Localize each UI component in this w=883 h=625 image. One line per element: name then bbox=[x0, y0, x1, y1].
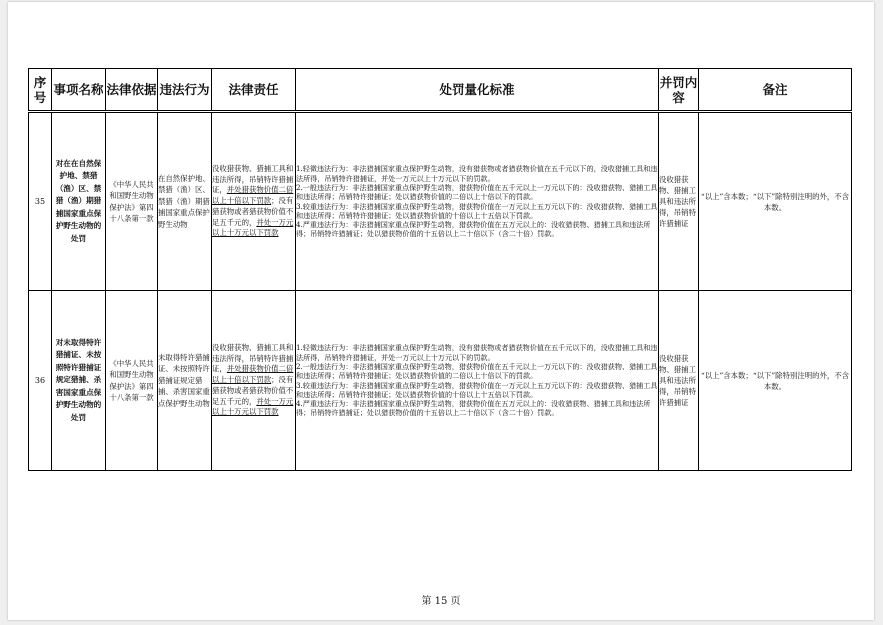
liability-text: ；没有猎获物或者猎获物价值不足五千元的， bbox=[212, 375, 294, 406]
header-violation: 违法行为 bbox=[158, 69, 212, 112]
standard-item: 4.严重违法行为：非法猎捕国家重点保护野生动物，猎获物价值在五万元以上的：没收猎获物、猎捕工具和违法所得；吊销特许猎捕证；处以猎获物价值的十五倍以上二十倍以下（含二十倍）罚款。 bbox=[296, 220, 651, 239]
liability-underlined-fine: 并处一万元以上十万元以下罚款 bbox=[212, 396, 294, 417]
row-liability bbox=[212, 112, 296, 291]
standard-item: 4.严重违法行为：非法猎捕国家重点保护野生动物，猎获物价值在五万元以上的：没收猎获物、猎捕工具和违法所得；吊销特许猎捕证；处以猎获物价值的十五倍以上二十倍以下（含二十倍）罚款。 bbox=[296, 399, 651, 418]
document-page bbox=[8, 2, 874, 620]
row-remark: “以上”含本数；“以下”除特别注明的外，不含本数。 bbox=[699, 112, 852, 291]
standard-item: 3.较重违法行为：非法猎捕国家重点保护野生动物，猎获物价值在一万元以上五万元以下的：没收猎获物、猎捕工具和违法所得；吊销特许猎捕证；处以猎获物价值的十倍以上十五倍以下罚款。 bbox=[296, 380, 658, 399]
row-violation: 未取得特许猎捕证、未按照特许猎捕证规定猎捕、杀害国家重点保护野生动物 bbox=[158, 291, 212, 471]
header-liability: 法律责任 bbox=[212, 69, 296, 112]
row-item-name: 对未取得特许猎捕证、未按照特许猎捕证规定猎捕、杀害国家重点保护野生动物的处罚 bbox=[52, 291, 106, 471]
liability-text: ；没有猎获物或者猎获物价值不足五千元的， bbox=[212, 196, 294, 227]
standard-item: 2.一般违法行为：非法猎捕国家重点保护野生动物，猎获物价值在五千元以上一万元以下的：没收猎获物、猎捕工具和违法所得；吊销特许猎捕证；处以猎获物价值的二倍以上十倍以下的罚款。 bbox=[296, 361, 658, 381]
row-violation: 在自然保护地、禁猎（渔）区、禁猎（渔）期猎捕国家重点保护野生动物 bbox=[158, 112, 212, 291]
penalty-table bbox=[28, 68, 852, 471]
header-item-name: 事项名称 bbox=[52, 69, 106, 112]
row-remark: “以上”含本数；“以下”除特别注明的外，不含本数。 bbox=[699, 291, 852, 471]
row-standard bbox=[296, 291, 659, 471]
table-row bbox=[29, 112, 852, 291]
liability-underlined-fine: 并处猎获物价值二倍以上十倍以下罚款 bbox=[212, 185, 294, 206]
header-legal-basis: 法律依据 bbox=[106, 69, 158, 112]
header-standard: 处罚量化标准 bbox=[296, 69, 659, 112]
header-remark: 备注 bbox=[699, 69, 852, 112]
row-standard bbox=[296, 112, 659, 291]
row-seq: 36 bbox=[29, 291, 52, 471]
page-number: 第 15 页 bbox=[421, 596, 461, 607]
row-item-name: 对在在自然保护地、禁猎（渔）区、禁猎（渔）期猎捕国家重点保护野生动物的处罚 bbox=[52, 112, 106, 291]
row-concurrent: 没收猎获物、猎捕工具和违法所得，吊销特许猎捕证 bbox=[659, 112, 699, 291]
standard-item: 1.轻微违法行为：非法猎捕国家重点保护野生动物，没有猎获物或者猎获物价值在五千元以下的，没收猎捕工具和违法所得，吊销特许猎捕证，并处一万元以上十万元以下的罚款。 bbox=[296, 164, 658, 183]
row-legal-basis: 《中华人民共和国野生动物保护法》第四十八条第一款 bbox=[106, 291, 158, 471]
liability-text: 没收猎获物、猎捕工具和违法所得，吊销特许猎捕证， bbox=[212, 163, 294, 195]
row-concurrent: 没收猎获物、猎捕工具和违法所得，吊销特许猎捕证 bbox=[659, 291, 699, 471]
standard-item: 2.一般违法行为：非法猎捕国家重点保护野生动物，猎获物价值在五千元以上一万元以下的：没收猎获物、猎捕工具和违法所得；吊销特许猎捕证；处以猎获物价值的二倍以上十倍以下的罚款。 bbox=[296, 182, 658, 202]
header-seq: 序号 bbox=[29, 69, 52, 112]
row-liability bbox=[212, 291, 296, 471]
liability-underlined-fine: 并处一万元以上十万元以下罚款 bbox=[212, 217, 294, 238]
row-legal-basis: 《中华人民共和国野生动物保护法》第四十八条第一款 bbox=[106, 112, 158, 291]
row-seq: 35 bbox=[29, 112, 52, 291]
table-row bbox=[29, 291, 852, 471]
standard-item: 3.较重违法行为：非法猎捕国家重点保护野生动物，猎获物价值在一万元以上五万元以下的：没收猎获物、猎捕工具和违法所得；吊销特许猎捕证；处以猎获物价值的十倍以上十五倍以下罚款。 bbox=[296, 201, 658, 220]
table-header bbox=[29, 69, 852, 112]
standard-item: 1.轻微违法行为：非法猎捕国家重点保护野生动物，没有猎获物或者猎获物价值在五千元以下的，没收猎捕工具和违法所得，吊销特许猎捕证，并处一万元以上十万元以下的罚款。 bbox=[296, 343, 658, 362]
liability-underlined-fine: 并处猎获物价值二倍以上十倍以下罚款 bbox=[212, 364, 294, 385]
liability-text: 没收猎获物、猎捕工具和违法所得，吊销特许猎捕证， bbox=[212, 342, 294, 374]
header-concurrent: 并罚内容 bbox=[659, 69, 699, 112]
